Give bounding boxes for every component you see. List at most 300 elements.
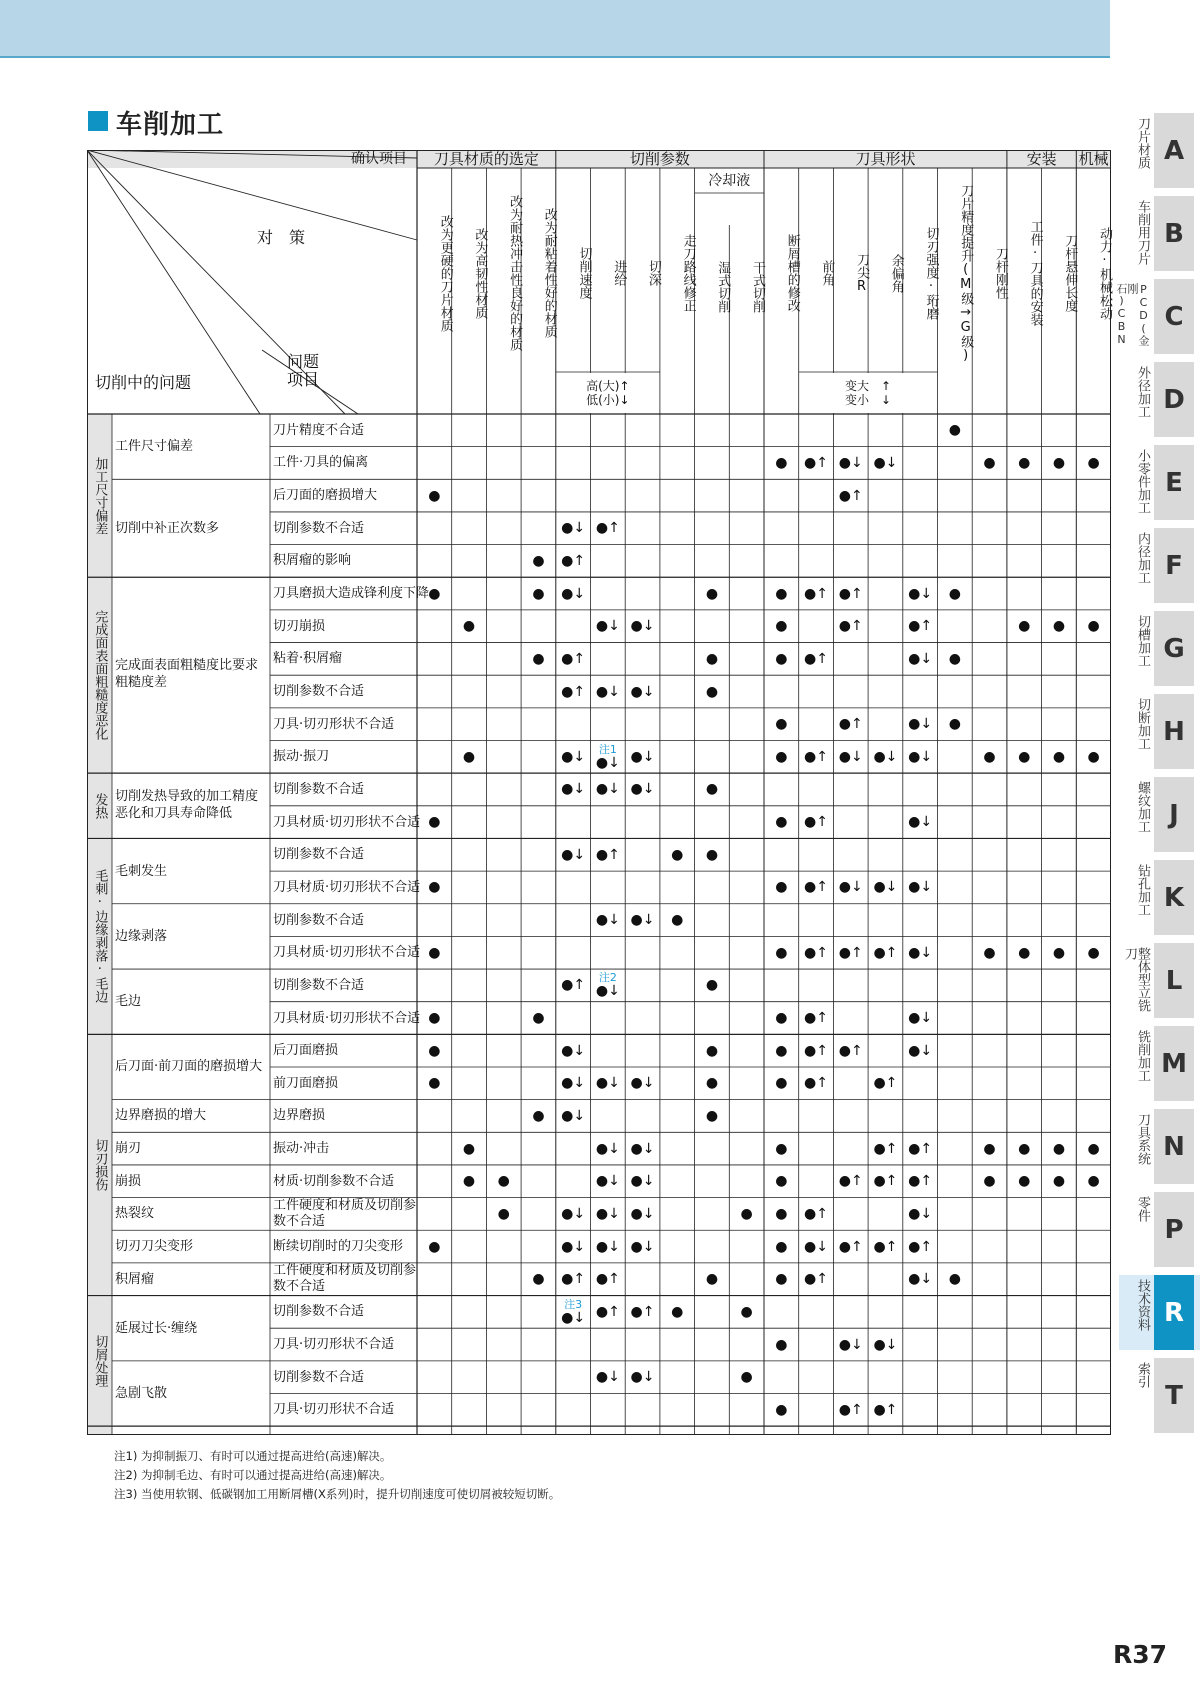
- problem-item: 刀片精度不合适: [273, 422, 365, 438]
- mark: [591, 969, 626, 1002]
- sidebar-tab-m[interactable]: [1119, 1026, 1200, 1101]
- sidebar-tab-j[interactable]: [1119, 777, 1200, 852]
- problem-item: 切削参数不合适: [273, 847, 365, 863]
- mark: ●: [740, 1369, 753, 1386]
- mark: ●: [775, 879, 788, 896]
- sidebar-tab-label: 钻孔加工: [1135, 864, 1150, 916]
- mark: ●: [775, 585, 788, 602]
- mark: ●↑: [873, 1401, 898, 1418]
- mark: ●↓: [561, 748, 586, 765]
- problem-label: 边界磨损的增大: [115, 1108, 207, 1124]
- problem-item: 振动·振刀: [273, 749, 330, 765]
- footnote-2: 注2) 为抑制毛边、有时可以通过提高进给(高速)解决。: [114, 1468, 392, 1482]
- sidebar-tab-label: 索引: [1135, 1362, 1150, 1388]
- mark: ●↑: [873, 1140, 898, 1157]
- note-ref: 注3: [564, 1297, 583, 1311]
- mark: ●: [1052, 748, 1066, 765]
- column-header: 刀杆悬伸长度: [1062, 234, 1078, 312]
- problem-item: 前刀面磨损: [273, 1075, 339, 1091]
- mark: ●: [428, 1042, 441, 1059]
- column-header: 湿式切削: [715, 260, 731, 313]
- problem-item: 切刃崩损: [273, 618, 326, 634]
- problem-item: 材质·切削参数不合适: [273, 1173, 395, 1189]
- problem-item: 刀具材质·切刃形状不合适: [273, 1010, 421, 1026]
- category-label: 毛刺·边缘剥落·毛边: [92, 869, 108, 1004]
- mark: ●↓: [630, 618, 655, 635]
- troubleshooting-table: [87, 150, 1111, 1435]
- mark: ●↓: [595, 1205, 620, 1222]
- mark: ●↓: [595, 1075, 620, 1092]
- mark: ●: [983, 1173, 996, 1190]
- problem-label: 热裂纹: [115, 1206, 155, 1222]
- mark: ●↓: [908, 650, 933, 667]
- note-ref: 注1: [598, 742, 617, 756]
- mark: ●↓: [561, 846, 586, 863]
- mark: ●: [532, 1107, 545, 1124]
- mark: ●: [462, 748, 476, 765]
- mark: ●: [1052, 1140, 1066, 1157]
- mark: ●: [948, 585, 961, 602]
- coolant-header: 冷却液: [708, 172, 751, 189]
- mark: ●↑: [838, 1401, 863, 1418]
- problem-label: 边缘剥落: [115, 928, 168, 944]
- sidebar-tab-letter: T: [1154, 1358, 1194, 1433]
- mark: ●↑: [838, 487, 863, 504]
- mark: ●↓: [630, 912, 655, 929]
- mark: ●: [983, 944, 996, 961]
- mark: ●: [1087, 944, 1100, 961]
- sidebar-tab-letter: J: [1154, 777, 1194, 852]
- mark: ●: [775, 1401, 788, 1418]
- problem-label: 工件尺寸偏差: [115, 439, 194, 455]
- mark: ●↑: [595, 520, 620, 537]
- column-header: 切深: [645, 260, 661, 286]
- mark: ●: [775, 1010, 788, 1026]
- problem-label: 切削中补正次数多: [115, 520, 220, 536]
- mark: ●↑: [838, 585, 863, 602]
- mark: ●↑: [561, 552, 586, 569]
- problem-item: 工件·刀具的偏离: [273, 455, 369, 471]
- sidebar-tab-letter: A: [1154, 113, 1194, 188]
- mark: ●↓: [873, 1336, 898, 1353]
- mark: ●↑: [804, 879, 828, 896]
- mark: ●: [705, 1107, 719, 1124]
- chapter-index-sidebar: [1115, 0, 1200, 1697]
- mark: ●: [705, 683, 719, 700]
- mark: ●: [983, 1140, 996, 1157]
- mark: ●↑: [804, 748, 828, 765]
- mark: ●: [775, 814, 788, 831]
- sidebar-tab-letter: R: [1154, 1275, 1194, 1350]
- mark: ●↓: [595, 1238, 620, 1255]
- legend-shape: 变大 ↑ 变小 ↓: [845, 378, 892, 407]
- sidebar-tab-label: 铣削加工: [1135, 1030, 1150, 1082]
- mark: ●: [1087, 1140, 1100, 1157]
- sidebar-tab-letter: G: [1154, 611, 1194, 686]
- problem-item: 切削参数不合适: [273, 520, 365, 536]
- mark: ●↓: [561, 1238, 586, 1255]
- mark: ●: [948, 1271, 961, 1288]
- sidebar-tab-letter: H: [1154, 694, 1194, 769]
- mark: ●: [1087, 454, 1100, 471]
- mark: ●↑: [838, 1042, 863, 1059]
- sidebar-tab-c[interactable]: [1115, 279, 1200, 354]
- mark: ●: [428, 585, 441, 602]
- group-header: 安装: [1026, 149, 1057, 168]
- mark: ●: [532, 585, 545, 602]
- sidebar-tab-label: 整体型立铣刀: [1122, 947, 1150, 1012]
- mark: ●↑: [561, 977, 586, 994]
- mark: ●↓: [838, 454, 863, 471]
- sidebar-tab-label: 切断加工: [1135, 698, 1150, 750]
- mark: ●↓: [908, 1042, 933, 1059]
- measures-label: 对 策: [257, 228, 306, 247]
- mark: ●↑: [804, 1010, 828, 1026]
- mark: ●↑: [804, 1205, 828, 1222]
- mark: ●: [705, 650, 719, 667]
- mark: ●↓: [595, 781, 620, 798]
- sidebar-tab-label: 外径加工: [1135, 366, 1150, 418]
- mark: ●↓: [630, 1075, 655, 1092]
- mark: ●: [497, 1205, 510, 1222]
- mark: ●↓: [873, 748, 898, 765]
- top-banner: [0, 0, 1110, 58]
- mark: ●: [775, 1173, 788, 1190]
- sidebar-tab-letter: B: [1154, 196, 1194, 271]
- problem-item: 切削参数不合适: [273, 781, 365, 797]
- category-label: 完成面表面粗糙度恶化: [92, 610, 108, 741]
- mark: ●↓: [595, 683, 620, 700]
- mark: ●↓: [804, 1238, 828, 1255]
- mark: ●: [428, 487, 441, 504]
- mark: ●↑: [804, 585, 828, 602]
- mark: ●↑: [804, 944, 828, 961]
- sidebar-tab-letter: D: [1154, 362, 1194, 437]
- sidebar-tab-label: PCD(金刚石)CBN: [1115, 283, 1150, 346]
- problem-item: 粘着·积屑瘤: [273, 651, 343, 667]
- mark: ●: [671, 846, 684, 863]
- column-header: 进给: [611, 260, 627, 286]
- mark: ●↑: [595, 846, 620, 863]
- column-header: 刀片精度提升(M级→G级): [958, 183, 974, 363]
- sidebar-tab-k[interactable]: [1119, 860, 1200, 935]
- sidebar-tab-label: 技术资料: [1135, 1279, 1150, 1331]
- column-header: 前角: [819, 260, 835, 286]
- mark: ●↑: [908, 1140, 933, 1157]
- problem-item: 切削参数不合适: [273, 977, 365, 993]
- mark: ●: [775, 650, 788, 667]
- mark: ●: [671, 1303, 684, 1320]
- mark: ●↑: [873, 1173, 898, 1190]
- mark: ●: [1087, 748, 1100, 765]
- mark: ●: [532, 1010, 545, 1026]
- mark: ●↓: [561, 585, 586, 602]
- mark: ●↑: [804, 814, 828, 831]
- mark: ●↑: [838, 944, 863, 961]
- mark: ●↓: [561, 1107, 586, 1124]
- mark: ●: [740, 1303, 753, 1320]
- mark: ●: [462, 1140, 476, 1157]
- sidebar-tab-label: 刀具系统: [1135, 1113, 1150, 1165]
- problem-item: 切削参数不合适: [273, 684, 365, 699]
- column-header: 改为更硬的刀片材质: [437, 214, 453, 332]
- category-label: 切刃损伤: [92, 1138, 108, 1191]
- mark: ●: [983, 454, 996, 471]
- sidebar-tab-l[interactable]: [1119, 943, 1200, 1018]
- mark: ●↑: [595, 1303, 620, 1320]
- mark: ●↓: [908, 748, 933, 765]
- problem-label: 崩刃: [115, 1141, 142, 1157]
- page-number: R37: [1113, 1640, 1168, 1669]
- mark: ●: [428, 879, 441, 896]
- mark: ●: [1052, 618, 1066, 635]
- category-label: 发热: [92, 792, 108, 819]
- mark-symbol: ●↓: [595, 754, 620, 771]
- column-header: 断屑槽的修改: [784, 234, 800, 312]
- sidebar-tab-f[interactable]: [1119, 528, 1200, 603]
- mark: ●↑: [561, 650, 586, 667]
- legend-cutting: 高(大)↑ 低(小)↓: [586, 378, 630, 407]
- mark: ●↑: [908, 618, 933, 635]
- mark: ●↓: [561, 1075, 586, 1092]
- mark: ●: [1087, 1173, 1100, 1190]
- mark: ●↓: [838, 879, 863, 896]
- sidebar-tab-e[interactable]: [1119, 445, 1200, 520]
- category-label: 加工尺寸偏差: [92, 456, 108, 535]
- problem-item: 振动·冲击: [273, 1141, 330, 1157]
- problem-item: 边界磨损: [273, 1108, 326, 1124]
- mark: ●↑: [561, 683, 586, 700]
- mark: ●↓: [908, 716, 933, 733]
- mark: ●↑: [873, 1238, 898, 1255]
- mark: ●: [1018, 618, 1031, 635]
- mark: ●↓: [630, 1205, 655, 1222]
- problem-label: 崩损: [115, 1173, 142, 1189]
- mark-symbol: ●↓: [561, 1309, 586, 1326]
- sidebar-tab-a[interactable]: [1119, 113, 1200, 188]
- mark: ●: [948, 650, 961, 667]
- mark: ●↑: [838, 716, 863, 733]
- mark: ●↓: [630, 683, 655, 700]
- problem-item: 刀具·切刃形状不合适: [273, 1337, 395, 1352]
- mark: ●↓: [908, 944, 933, 961]
- sidebar-tab-r[interactable]: [1119, 1275, 1200, 1350]
- column-header: 改为耐热冲击性良好的材质: [507, 195, 523, 351]
- group-header: 切削参数: [629, 149, 690, 168]
- sidebar-tab-letter: F: [1154, 528, 1194, 603]
- mark: ●↑: [804, 1271, 828, 1288]
- mark: ●: [705, 977, 719, 994]
- mark: ●: [1052, 944, 1066, 961]
- problem-item: 积屑瘤的影响: [273, 553, 352, 569]
- mark: ●: [775, 1336, 788, 1353]
- problem-item: 工件硬度和材质及切削参数不合适: [273, 1262, 417, 1295]
- mark: ●↑: [804, 1075, 828, 1092]
- mark: ●: [462, 1173, 476, 1190]
- mark: ●: [1018, 454, 1031, 471]
- mark: ●↑: [595, 1271, 620, 1288]
- mark: ●: [740, 1205, 753, 1222]
- problem-item: 工件硬度和材质及切削参数不合适: [273, 1197, 417, 1229]
- mark: ●↓: [908, 814, 933, 831]
- mark: ●: [497, 1173, 510, 1190]
- sidebar-tab-label: 刀片材质: [1135, 117, 1150, 169]
- mark: ●↓: [595, 1369, 620, 1386]
- column-header: 余偏角: [888, 253, 904, 293]
- problem-label: 切削发热导致的加工精度恶化和刀具寿命降低: [115, 788, 259, 821]
- mark: ●: [1018, 1173, 1031, 1190]
- mark: ●: [1052, 1173, 1066, 1190]
- mark: ●↓: [908, 1010, 933, 1026]
- mark: ●: [1087, 618, 1100, 635]
- problem-label: 切刃刀尖变形: [115, 1239, 194, 1255]
- problem-item: 断续切削时的刀尖变形: [273, 1239, 404, 1255]
- sidebar-tab-letter: C: [1154, 279, 1194, 354]
- mark: ●↓: [873, 454, 898, 471]
- mark: ●: [948, 422, 961, 439]
- mark: ●: [532, 1271, 545, 1288]
- mark: ●↓: [873, 879, 898, 896]
- problem-item: 刀具材质·切刃形状不合适: [273, 814, 421, 830]
- mark: ●: [775, 1238, 788, 1255]
- mark: ●↑: [804, 650, 828, 667]
- sidebar-tab-g[interactable]: [1119, 611, 1200, 686]
- problem-item: 刀具材质·切刃形状不合适: [273, 945, 421, 961]
- sidebar-tab-h[interactable]: [1119, 694, 1200, 769]
- sidebar-tab-letter: N: [1154, 1109, 1194, 1184]
- sidebar-tab-letter: K: [1154, 860, 1194, 935]
- section-marker-icon: [88, 111, 108, 131]
- mark: ●↓: [595, 618, 620, 635]
- mark: ●↓: [908, 1271, 933, 1288]
- sidebar-tab-label: 零件: [1135, 1196, 1150, 1222]
- problem-items-label: 问题 项目: [287, 352, 320, 390]
- mark: ●: [532, 552, 545, 569]
- mark: ●: [948, 716, 961, 733]
- mark: ●↑: [838, 618, 863, 635]
- column-header: 改为耐粘着性好的材质: [541, 208, 557, 338]
- mark: ●↓: [561, 781, 586, 798]
- mark: ●: [705, 846, 719, 863]
- problem-label: 积屑瘤: [115, 1271, 155, 1287]
- mark: ●: [705, 1042, 719, 1059]
- mark: ●↓: [908, 585, 933, 602]
- sidebar-tab-t[interactable]: [1119, 1358, 1200, 1433]
- problem-label: 毛刺发生: [115, 863, 168, 879]
- group-header: 机械: [1078, 149, 1109, 168]
- mark: ●: [1018, 1140, 1031, 1157]
- sidebar-tab-label: 小零件加工: [1135, 449, 1150, 514]
- column-header: 改为高韧性材质: [472, 227, 488, 319]
- mark: ●: [705, 585, 719, 602]
- sidebar-tab-label: 螺纹加工: [1135, 781, 1150, 833]
- problem-item: 刀具材质·切刃形状不合适: [273, 879, 421, 895]
- column-header: 刀尖R: [854, 252, 870, 294]
- mark: ●↑: [804, 454, 828, 471]
- mark: ●: [1018, 748, 1031, 765]
- problem-label: 完成面表面粗糙度比要求粗糙度差: [115, 658, 259, 691]
- mark: ●: [775, 716, 788, 733]
- column-header: 工件·刀具的安装: [1027, 220, 1043, 326]
- problem-label: 急剧飞散: [115, 1385, 168, 1401]
- column-header: 动力·机械松动: [1096, 226, 1112, 320]
- sidebar-tab-label: 切槽加工: [1135, 615, 1150, 667]
- mark: ●↓: [595, 912, 620, 929]
- mark: ●↑: [908, 1173, 933, 1190]
- mark: ●: [775, 1205, 788, 1222]
- sidebar-tab-letter: L: [1154, 943, 1194, 1018]
- column-header: 走刀路线修正: [680, 234, 696, 312]
- sidebar-tab-p[interactable]: [1119, 1192, 1200, 1267]
- mark: ●: [705, 1075, 719, 1092]
- sidebar-tab-letter: E: [1154, 445, 1194, 520]
- mark: ●: [775, 748, 788, 765]
- sidebar-tab-letter: P: [1154, 1192, 1194, 1267]
- problem-label: 毛边: [115, 994, 142, 1010]
- mark: ●: [775, 1042, 788, 1059]
- footnote-1: 注1) 为抑制振刀、有时可以通过提高进给(高速)解决。: [114, 1449, 392, 1463]
- mark: ●↑: [908, 1238, 933, 1255]
- mark: ●↓: [908, 879, 933, 896]
- mark: ●↓: [838, 1336, 863, 1353]
- mark: ●↓: [630, 1238, 655, 1255]
- mark: ●: [428, 1075, 441, 1092]
- problem-item: 刀具磨损大造成锋利度下降: [273, 586, 430, 602]
- mark: ●: [428, 1010, 441, 1026]
- column-header: 切刃强度·珩磨: [923, 226, 939, 320]
- mark: ●: [428, 944, 441, 961]
- mark: ●↓: [630, 748, 655, 765]
- mark: ●: [532, 650, 545, 667]
- note-ref: 注2: [598, 971, 617, 985]
- sidebar-tab-label: 车削用刀片: [1135, 200, 1150, 265]
- mark: ●↑: [873, 1075, 898, 1092]
- sidebar-tab-n[interactable]: [1119, 1109, 1200, 1184]
- mark: ●↓: [561, 1042, 586, 1059]
- problem-item: 刀具·切刃形状不合适: [273, 716, 395, 732]
- mark: ●↑: [561, 1271, 586, 1288]
- footnotes: [114, 1447, 560, 1504]
- column-header: 干式切削: [749, 260, 765, 313]
- mark: ●: [428, 814, 441, 831]
- sidebar-tab-b[interactable]: [1119, 196, 1200, 271]
- problem-item: 切削参数不合适: [273, 912, 365, 928]
- mark: ●: [983, 748, 996, 765]
- mark: ●↑: [804, 1042, 828, 1059]
- mark: ●: [775, 1271, 788, 1288]
- problem-item: 切削参数不合适: [273, 1304, 365, 1320]
- problem-label: 后刀面·前刀面的磨损增大: [115, 1059, 263, 1075]
- problem-item: 刀具·切刃形状不合适: [273, 1402, 395, 1418]
- mark: ●↓: [595, 1140, 620, 1157]
- sidebar-tab-label: 内径加工: [1135, 532, 1150, 584]
- mark: ●↓: [908, 1205, 933, 1222]
- sidebar-tab-d[interactable]: [1119, 362, 1200, 437]
- category-label: 切屑处理: [92, 1334, 108, 1387]
- mark: ●↓: [630, 1369, 655, 1386]
- column-header: 刀杆刚性: [992, 247, 1008, 299]
- mark: ●: [705, 1271, 719, 1288]
- mark: ●: [1052, 454, 1066, 471]
- mark: ●: [775, 1140, 788, 1157]
- mark: [591, 741, 626, 774]
- mark: ●↓: [630, 1140, 655, 1157]
- mark: ●: [775, 1075, 788, 1092]
- mark: ●↓: [561, 1205, 586, 1222]
- mark: ●: [1018, 944, 1031, 961]
- mark: ●: [775, 944, 788, 961]
- check-items-label: 确认项目: [351, 151, 407, 167]
